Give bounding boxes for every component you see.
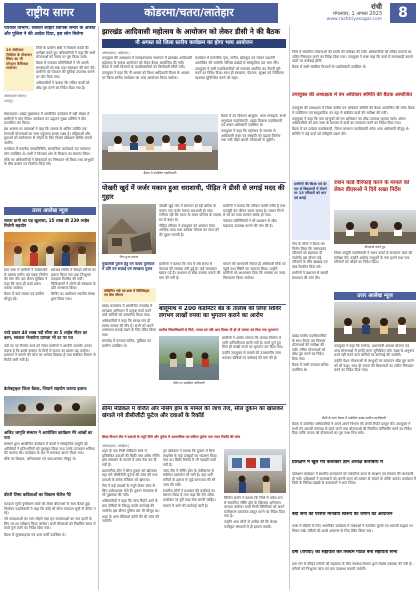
lead-photo: [102, 114, 218, 170]
right-mid-photo: [334, 210, 416, 244]
center-banner-sub: ग्रामीण जिलाधिकारी से मिले, गायब एवं यदि आप दिवस भी हो तो मनाया एवं दिया गया भुगतान?: [159, 328, 279, 332]
lead-subheadline: नौ अगस्त को जिला स्तरीय कार्यक्रम का होगा भव्य आयोजन: [102, 39, 286, 48]
center-low-text-col3: मामले की जानकारी मिलते ही अधिकारी मौके पर पहुंचे तथा स्थिति का जायजा लिया। उन्होंने ग्रामीणों को आश्वासन दिया कि समस्या का जल्द निराकरण किया जायेगा।: [223, 262, 286, 280]
left-article-text: जिले के ग्रामीण क्षेत्रों में विकास कार्यों की समीक्षा करते हुए अधिकारियों ने कहा कि सभी योजनाओं को समय पर पूरा किया जाये। बैठक में पंचायत प्रतिनिधियों ने भी अपनी समस्याओं को रखा तथा समाधान की मांग की। ग्रामीणों को पेयजल की सुविधा उपलब्ध कराने पर जोर दिया गया। अधिकारियों ने बताया कि लंबित कार्यों को शीघ्र पूरा करने का निर्देश दिया गया है।: [36, 46, 96, 90]
right-top-headline: उपायुक्त की अध्यक्षता में वन अधिकार समिति की बैठक आयोजित: [292, 92, 413, 98]
section-rule: [102, 182, 286, 183]
collapsed-house-photo-icon: [102, 204, 156, 254]
right-low-headline-2: बंदी जनों को परस्पर मानवीय स्वरूप को जगाने का आयोजन: [292, 512, 393, 517]
column-divider: [289, 26, 290, 256]
center-low-text-col6: ड्रग इंस्पेक्टर ने बताया कि दुकान में बिना लाइसेंस के कई दवाइयों का भंडारण किया गया था। बिक्री रिकॉर्ड में भी गड़बड़ी पायी गयी है। जांच टीम ने नर्सिंग होम के पंजीकरण से संबंधित दस्तावेज भी मांगे हैं। वहां भर्ती मरीजों के इलाज से जुड़े कागजात की भी जांच की गयी। स्थानीय लोगों ने प्रशासन की कार्रवाई का स्वागत किया है तथा कहा कि ऐसे अवैध कारोबार पर पूरी तरह रोक लगनी चाहिए। मामले में आगे की कार्रवाई जारी है।: [163, 449, 217, 509]
left-byline: संवाददाता पंकज ( पलामू ): [4, 94, 27, 103]
news-band-right: उत्तर आलेख न्यूज: [334, 292, 416, 300]
right-low-headline: प्रशिक्षण में खुल गये कलाकार ज्ञान अध्यक्ष कारोबारी में: [292, 460, 383, 465]
right-low-text-col1: प्रखंड स्तरीय पदाधिकारियों के साथ बैठक कर विकास योजनाओं की समीक्षा की गयी। लंबित योजनाओं को शीघ्र पूरा करने का निर्देश दिया गया। बैठक में सभी पंचायत सचिव उपस्थित थे।: [292, 334, 329, 372]
right-low-text-col4: प्रशिक्षण कार्यक्रम में स्थानीय कलाकारों को पारंपरिक कला के संरक्षण एवं संवर्धन की जानकारी दी गयी। प्रशिक्षकों ने कलाकारों को अपनी कला को बाजार से जोड़ने के तरीके बताये। कार्यक्रम में जिले के विभिन्न प्रखंडों से कलाकारों ने भाग लिया।: [292, 472, 416, 486]
center-low-text-col7: सिविल सर्जन ने बताया कि जिले में अवैध रूप से संचालित नर्सिंग होम के खिलाफ अभियान चलाया जायेगा। सभी निजी क्लिनिकों को अपने पंजीकरण दस्तावेज प्रस्तुत करने का निर्देश दिया गया है। उन्होंने आम लोगों से अपील की कि केवल पंजीकृत संस्थानों में ही इलाज करायें।: [224, 496, 285, 530]
paper-title: राष्ट्रीय सागर: [4, 3, 96, 23]
dateline: [282, 3, 416, 23]
right-mid-photo-caption: डीएसओ करते हुए: [364, 245, 386, 249]
right-top-text: जिले में संचालित योजनाओं की प्रगति की समीक्षा की गयी। अधिकारियों को लंबित मामलों का त्वरित निष्पादन करने का निर्देश दिया गया। उपायुक्त ने स्पष्ट कहा कि कार्य में लापरवाही बरतने वालों पर कार्रवाई होगी। बैठक में सभी संबंधित विभागों के पदाधिकारी उपस्थित थे।: [292, 50, 413, 70]
center-low-text-col5: शहर के एक निजी मेडिकल स्टोर में प्रतिबंधित दवाओं की बिक्री तथा अवैध नर्सिंग होम संचालन के मामले में जांच तेज कर दी गयी है। प्रशासनिक टीम ने सील दुकान को खोलकर वहां लगे सीसीटीवी फुटेज की जांच की तथा दवाओं के स्टॉक रजिस्टर को खंगाला। टीम ने कई दवाओं के नमूने लेकर जांच के लिए प्रयोगशाला भेजे हैं। दुकान संचालक से भी पूछताछ की गयी। अधिकारियों ने कहा कि जांच रिपोर्ट आने के बाद दोषियों के विरुद्ध कठोर कार्रवाई की जायेगी। इस दौरान पुलिस बल भी मौजूद था। शहर के अन्य मेडिकल स्टोरों की भी जांच की जायेगी।: [102, 449, 160, 524]
mid-side-text: गांव के लोगों ने बैठक कर निर्णय लिया कि जरूरतमंद परिवारों को सहायता दी जायेगी। इस दौरान कई परिवारों के बीच खाद्यान्न एवं वस्त्र वितरित किये गये। ग्रामीणों ने प्रशासन से स्थायी समाधान की मांग की।: [292, 242, 328, 280]
left-photo-meeting: [4, 396, 96, 426]
mid-headline: पोखरी खुर्द में जर्जर मकान हुआ धराशायी, पीड़ित ने डीसी से लगाई मदद की गुहार: [102, 184, 285, 201]
lead-byline: संवाददाता ( कोडरमा ): [102, 51, 130, 55]
left-photo-event: [4, 232, 96, 266]
left-story3-title: परदे प्रकार 40 लाख नदी सीमा का 5 लाहेब मीटर का काम, सरकार भेजायेगा प्राणता भी दर पर पत्र: [4, 330, 88, 341]
left-article-text-3: ग्राम सभा में ग्रामीणों ने सर्वसम्मति से प्रस्ताव पारित कर सड़क निर्माण की मांग की। इस दौरान मुखिया ने कहा कि जल्द ही कार्य प्रारंभ कराया जायेगा। बैठक में वार्ड सदस्य एवं ग्रामीण मौजूद रहे।: [4, 268, 48, 302]
right-mid-text: जिला आपूर्ति पदाधिकारी ने राशन कार्डों के सत्यापन कार्य की समीक्षा की। उन्होंने अयोग्य लाभुकों के नाम हटाने तथा पात्र परिवारों को जोड़ने का निर्देश दिया।: [334, 251, 413, 265]
left-box-title: 25 जेसीआर टीवीप्रेम के मोवायल स्किप का भी योगदान कैमिकल गायोजन: [6, 48, 32, 70]
mid-photo-house: [102, 204, 156, 254]
center-low-text-col2: ग्रामीणों ने बताया कि गांव में लंबे समय से पेयजल की समस्या बनी हुई है। कई चापाकल खराब पड़े हैं। प्रशासन से शीघ्र मरम्मत कराने की मांग की गयी है।: [159, 262, 221, 280]
news-band-left: उत्तर आलेख न्यूज: [4, 207, 96, 215]
meeting-photo-icon: [4, 396, 96, 426]
center-headline-2-sub: शिक्षा विभाग टीम ने दवाओं के नमूने लिये और फुटेज में आपराधिक एवं संदिग्ध फुटेज तथा गलत रिकॉर्ड की जांच: [102, 435, 241, 439]
right-low-headline-3: दमा (रेपियो) को सहायता कर सिस्टम गठित बना सहायता सभा: [292, 550, 398, 555]
center-banner-headline: बालूमाथ में 200 कंडोमेटर बेड के तालाब को लिया शिविर लगभग लाखों रुपया का भुगतान कराने का आरोप: [159, 306, 282, 319]
section-rule-2: [102, 404, 286, 405]
center-column-box-text: कोहिनिन नदी एवं डाक में सिलिकेट्स एवं बोध भीगाव: [104, 289, 150, 298]
left-highlight-box: [4, 46, 34, 91]
officials-photo-icon: [334, 302, 416, 342]
right-low-photo-caption: डीसी के साथ बैठक में उपस्थित प्रखंड स्तरीय पदाधिकारी: [321, 416, 387, 420]
medical-store-photo-icon: [224, 449, 286, 493]
event-photo-icon: [4, 232, 96, 266]
lead-text-col3: बैठक में उप विकास आयुक्त, अपर समाहर्ता, सभी अनुमंडल पदाधिकारी, प्रखंड विकास पदाधिकारी एवं अंचल अधिकारी उपस्थित थे। उपायुक्त ने कहा कि महोत्सव के माध्यम से आदिवासी कला एवं संस्कृति को बढ़ावा मिलेगा तथा नयी पीढ़ी अपनी परंपराओं से जुड़ेगी।: [221, 114, 286, 143]
center-low-photo: [159, 336, 219, 380]
column-divider: [289, 258, 290, 590]
meeting-hall-photo-icon: [102, 114, 218, 170]
right-low-photo-1: [334, 302, 416, 342]
city-label: रांची: [371, 3, 382, 11]
mid-side-box: [292, 180, 330, 240]
page-number: 8: [390, 3, 416, 23]
pond-site-photo-icon: [159, 336, 219, 380]
center-column-title: मुख्यमंत्री पुरूष हेतु वन कवच पुरस्कार में प्रति एवं सफ़ाई एवं स्वच्छता पुरूष: [102, 262, 155, 271]
website-label: www.rashtriyasagar.com: [326, 17, 382, 22]
left-article-text-2: संवाददाता। प्रखंड मुख्यालय में आयोजित कार्यक्रम में बड़ी संख्या में ग्रामीणों ने भाग लिया। कार्यक्रम का उद्घाटन मुख्य अतिथि ने दीप प्रज्वलित कर किया। इस अवसर पर वक्ताओं ने कहा कि समाज के अंतिम व्यक्ति तक सरकारी योजनाओं का लाभ पहुंचाना हमारा लक्ष्य है। महिलाओं और युवाओं को स्वरोजगार से जोड़ने के लिए विशेष प्रशिक्षण शिविर लगाये जायेंगे। कार्यक्रम में स्थानीय जनप्रतिनिधि, सामाजिक कार्यकर्ता एवं गणमान्य लोग उपस्थित थे। सभी ने मिलकर क्षेत्र के विकास का संकल्प लिया। मौके पर अधिकारियों ने शिकायतों का निष्पादन भी किया तथा लाभुकों के बीच प्रमाण पत्र वितरित किये गये।: [4, 112, 94, 167]
right-low-text-col3: बैठक में उपस्थित अधिकारियों ने अपने-अपने विभाग की प्रगति रिपोर्ट प्रस्तुत की। उपायुक्त ने सभी को आपसी समन्वय से कार्य करने तथा योजनाओं की नियमित मॉनिटरिंग करने का निर्देश दिया ताकि जनता को योजनाओं का पूरा लाभ मिल सके।: [292, 422, 412, 436]
right-low-text-col2: उपायुक्त ने कहा कि मनरेगा, प्रधानमंत्री आवास योजना एवं अन्य योजनाओं में प्रगति लाना सुनिश्चित करें। लक्ष्य के अनुरूप कार्य नहीं करने वाले कर्मियों पर कार्रवाई की जायेगी। उन्होंने पेंशन योजनाओं के लाभुकों का सत्यापन शीघ्र पूरा करने को भी कहा। साथ ही जनता की शिकायतों का त्वरित निष्पादन करने का निर्देश दिया गया।: [334, 344, 415, 373]
right-mid-headline: राशन कार्ड वैरिफाई करने के मामले को लेकर डीएसओ ने दिये सख्त निर्देश: [334, 180, 410, 193]
lead-text-col1: उपायुक्त की अध्यक्षता में समाहरणालय सभागार में झारखंड आदिवासी महोत्सव के सफल आयोजन को लेकर बैठक आयोजित की गयी। बैठक में सभी विभागों के पदाधिकारियों को जिम्मेदारी सौंपी गयी। उपायुक्त ने कहा कि नौ अगस्त को विश्व आदिवासी दिवस के अवसर पर जिला स्तरीय कार्यक्रम का भव्य आयोजन किया जायेगा।: [102, 56, 192, 80]
left-article-text-5: नदी तट पर निर्माण कार्य को लेकर ग्रामीणों ने आपत्ति जतायी। उनका कहना है कि इससे बरसात के दिनों में कटाव का खतरा बढ़ जायेगा। प्रशासन ने मामले की जांच का भरोसा दिलाया है तथा संबंधित विभाग से रिपोर्ट मांगी गयी है।: [4, 344, 96, 362]
center-low-text-col4: ग्रामीणों ने आरोप लगाया कि तालाब निर्माण में भारी अनियमितता बरती गयी है। कार्य पूर्ण हुए बिना ही लाखों रुपये का भुगतान कर दिया गया। उन्होंने उपायुक्त से मामले की उच्चस्तरीय जांच कराकर दोषियों पर कार्रवाई की मांग की है।: [222, 336, 284, 360]
right-low-text-col5: कारा में बंदियों के लिए आयोजित कार्यक्रम में वक्ताओं ने मानवीय मूल्यों एवं आपसी सद्भाव पर विचार रखे। बंदियों को अच्छे आचरण के लिए प्रेरित किया गया।: [292, 524, 413, 533]
mid-text-col2: ग्रामीणों ने बताया कि परिवार काफी गरीब है तथा मजदूरी कर जीवन यापन करता है। मकान गिरने से घर का सारा सामान बर्बाद हो गया। पंचायत प्रतिनिधियों ने भी प्रशासन से शीघ्र सहायता उपलब्ध कराने की मांग की है।: [223, 204, 286, 228]
left-story2-title: सरला ग्रामो का यह खुलासा, 15 लाख की 239 लाहेब मिलेगी सहयोग: [4, 218, 90, 229]
left-story4-title: केलेक्ट्राइल जिला बैठक, जियाने सहयोग कराया इलाज: [4, 386, 87, 391]
left-top-headline: पेयजल विभाग: ललिता लोहार लिपिक समीर के अजीत और पुलिस ने की आदेश दिया, इस लोन मिलेगा: [4, 26, 96, 37]
left-story5-title: अजिद जागृति संस्थान ने आयोजित कार्यक्रम मेरे आंखों का पता: [4, 430, 93, 440]
mid-photo-caption: गिरा हुआ मकान: [119, 255, 139, 259]
column-divider: [98, 26, 99, 590]
right-low-text-col6: दमा रोग से पीड़ित मरीजों की सहायता के लिए स्वास्थ्य विभाग द्वारा विशेष व्यवस्था की गयी है। मरीजों को निःशुल्क जांच एवं दवा उपलब्ध करायी जायेगी।: [292, 562, 413, 571]
mid-side-title: ग्रामीणों की बैठक एवं देर रात से विद्यालयों में रोकने पर 15 परिवारों को धान एवं कपड़े: [294, 182, 327, 200]
left-story6-title: वोटरी लिस्ट कवित्राओं का विकास चैलेंज गैटे: [4, 492, 71, 497]
center-headline-2: सीमा मेडिकल में वर्जित और नर्सिंग होम के मामले की जांच तेज, सील दुकान को खोलकर खंगाले गये डीसीजीटी फुटेज और दवाओं के रिकॉर्ड: [102, 406, 284, 419]
lead-photo-caption: बैठक में उपस्थित पदाधिकारी: [143, 171, 177, 175]
banner-rule: [159, 304, 286, 305]
left-article-text-7: मतदाता सूची पुनरीक्षण कार्य को लेकर बीएलओ के साथ बैठक हुई। निर्वाचन पदाधिकारी ने कहा कि कोई भी योग्य मतदाता सूची से वंचित न रहे। नये मतदाताओं का नाम जोड़ने तथा मृत मतदाताओं का नाम हटाने के लिए घर-घर सर्वेक्षण किया जायेगा। सभी बीएलओ को निर्धारित समय में कार्य पूर्ण करने का निर्देश दिया गया। बैठक में सुपरवाइजर एवं अन्य कर्मी उपस्थित थे।: [4, 502, 96, 537]
center-low-photo-2: [224, 449, 286, 493]
mid-text-col1: पोखरी खुर्द गांव में लगातार हो रही बारिश के कारण एक जर्जर मकान धराशायी हो गया। गनीमत रही कि घटना के समय परिवार के सदस्य घर से बाहर थे। पीड़ित परिवार ने उपायुक्त को आवेदन देकर आर्थिक मदद तथा आवास योजना का लाभ देने की गुहार लगायी है।: [159, 204, 221, 238]
masthead: [4, 3, 416, 23]
left-article-text-6: संस्थान द्वारा आयोजित कार्यक्रम में बच्चों ने सांस्कृतिक प्रस्तुति दी। अतिथियों ने प्रतिभागियों को पुरस्कृत किया तथा उनके उज्जवल भविष्य की कामना की। कार्यक्रम के अंत में धन्यवाद ज्ञापन किया गया। मौके पर शिक्षक, अभिभावक एवं छात्र-छात्राएं मौजूद थे।: [4, 442, 95, 462]
lead-text-col2: कार्यक्रम में पारंपरिक नृत्य, संगीत, खेलकूद एवं व्यंजन प्रदर्शनी आयोजित की जायेगी। विभिन्न प्रखंडों से सांस्कृतिक दल भाग लेंगे। उपायुक्त ने सभी पदाधिकारियों को समन्वय स्थापित कर तैयारी पूरी करने का निर्देश दिया। साथ ही स्वच्छता, पेयजल, सुरक्षा एवं चिकित्सा व्यवस्था सुनिश्चित करने को कहा।: [195, 56, 284, 80]
left-article-text-4: स्वास्थ्य शिविर में सैकड़ों मरीजों का इलाज किया गया तथा निःशुल्क दवाइयां वितरित की गयीं। चिकित्सकों ने लोगों को स्वच्छता के प्रति जागरूक किया। शिविर का आयोजन स्थानीय संस्था द्वारा किया गया।: [51, 268, 96, 302]
lead-headline: झारखंड आदिवासी महोत्सव के आयोजन को लेकर डीसी ने की बैठक: [102, 27, 281, 36]
date-label: मंगलवार, 1 अगस्त 2023: [332, 11, 382, 17]
center-low-photo-caption: मौके पर उपस्थित अधिकारी: [173, 381, 205, 385]
center-column-box: [102, 288, 156, 302]
right-top-text-2: उपायुक्त की अध्यक्षता में जिला स्तरीय वन अधिकार समिति की बैठक आयोजित की गयी। बैठक में व्यक्तिगत एवं सामुदायिक वन पट्टा से संबंधित दावों की समीक्षा की गयी। उपायुक्त ने कहा कि पात्र लाभुकों को वन अधिकार पत्र शीघ्र उपलब्ध कराया जाये। अंचल अधिकारियों को ग्राम सभा के माध्यम से दावों का सत्यापन करने का निर्देश दिया गया। बैठक में वन प्रमंडल पदाधिकारी, जिला कल्याण पदाधिकारी समेत अन्य अधिकारी मौजूद थे। समिति ने कई दावों को स्वीकृति प्रदान की।: [292, 106, 415, 136]
section-title: कोडरमा/चतरा/लातेहार: [100, 3, 278, 23]
center-low-text-col1: प्रखंड कार्यालय में आयोजित समारोह में स्वच्छता अभियान में उत्कृष्ट कार्य करने वाले कर्मियों को सम्मानित किया गया। अधिकारियों ने कहा कि स्वच्छ गांव ही स्वस्थ समाज की नींव है। सभी को अपने आसपास सफाई रखने के लिए प्रेरित किया गया। समारोह में पंचायत सचिव, मुखिया एवं ग्रामीण उपस्थित थे।: [102, 304, 156, 348]
review-meeting-photo-icon: [334, 210, 416, 244]
center-low-byline: संवाददाता ( लातेहार ): [102, 444, 130, 448]
